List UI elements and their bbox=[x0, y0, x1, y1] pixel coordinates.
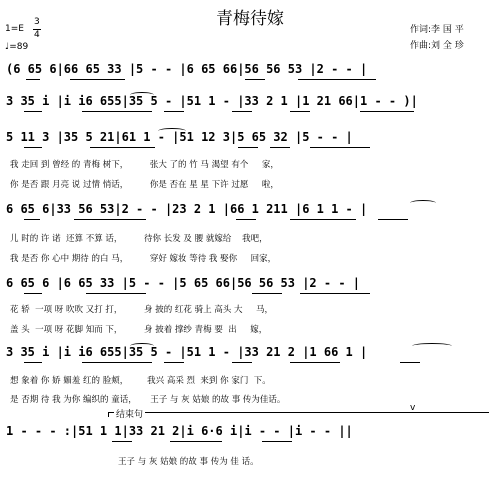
notation-line: (6 65 6|66 65 33 |5 - - |6 65 66|56 56 53 |2 - - | bbox=[6, 62, 368, 76]
lyric-line-6: 盖 头 一项 呀 花脚 知而 下， 身 披着 撑纱 青梅 要 出 嫁， bbox=[10, 325, 268, 335]
notation-line: 3 35 i |i i6 655|35 5 - |51 1 - |33 21 2 |1 66 1 | bbox=[6, 345, 368, 359]
notation-line: 6 65 6|33 56 53|2 - - |23 2 1 |66 1 211 |6 1 1 - | bbox=[6, 202, 368, 216]
score-row-7 bbox=[0, 424, 500, 444]
composer-credit: 作曲:刘 全 珍 bbox=[410, 41, 464, 51]
tie-mark bbox=[158, 128, 186, 134]
coda-bracket bbox=[108, 412, 489, 417]
song-title: 青梅待嫁 bbox=[216, 9, 284, 29]
tie-mark bbox=[410, 200, 436, 206]
lyric-line-5: 花 轿 一项 呀 吹吹 又打 打， 身 披的 红花 骑上 高头 大 马， bbox=[10, 305, 274, 315]
score-row-3 bbox=[0, 130, 500, 150]
lyric-line-2: 你 是否 跟 月亮 说 过情 悄话， 你是 否在 星 星 下许 过愿 啦， bbox=[10, 180, 279, 190]
tie-mark bbox=[130, 92, 154, 98]
score-row-6 bbox=[0, 345, 500, 365]
score-row-2 bbox=[0, 94, 500, 114]
lyric-line-3: 儿 时的 许 诺 还算 不算 话， 待你 长发 及 腰 就嫁给 我吧， bbox=[10, 234, 268, 244]
key-signature: 1=E bbox=[5, 24, 24, 34]
tie-mark bbox=[412, 343, 452, 349]
lyric-line-1: 我 走回 到 曾经 的 青梅 树下， 张大 了的 竹 马 渴望 有个 家， bbox=[10, 160, 279, 170]
lyric-line-8: 是 否期 待 我 为你 编织的 童话， 王子 与 灰 姑娘 的故 事 传为佳话。 bbox=[10, 395, 286, 405]
time-signature-bottom: 4 bbox=[34, 30, 40, 40]
notation-line: 6 65 6 |6 65 33 |5 - - |5 65 66|56 56 53 |2 - - | bbox=[6, 276, 361, 290]
lyric-line-9: 王子 与 灰 姑娘 的故 事 传为 佳 话。 bbox=[118, 457, 259, 467]
notation-line: 1 - - - :|51 1 1|33 21 2|i 6·6 i|i - - |i - - || bbox=[6, 424, 353, 438]
time-signature-top: 3 bbox=[34, 17, 40, 27]
accent-mark: v bbox=[410, 403, 416, 413]
tie-mark bbox=[130, 343, 154, 349]
tempo-marking: ♩=89 bbox=[5, 42, 29, 52]
notation-line: 3 35 i |i i6 655|35 5 - |51 1 - |33 2 1 |1 21 66|1 - - )| bbox=[6, 94, 418, 108]
lyricist-credit: 作词:李 国 平 bbox=[410, 25, 464, 35]
lyric-line-7: 想 象着 你 娇 媚羞 红的 脸颊， 我兴 高采 烈 来到 你 家门 下。 bbox=[10, 376, 271, 386]
score-row-4 bbox=[0, 202, 500, 222]
lyric-line-4: 我 是否 你 心中 期待 的白 马， 穿好 嫁妆 等待 我 娶你 回家， bbox=[10, 254, 277, 264]
coda-label: 结束句 bbox=[114, 407, 145, 420]
notation-line: 5 11 3 |35 5 21|61 1 - |51 12 3|5 65 32 |5 - - | bbox=[6, 130, 353, 144]
score-row-1 bbox=[0, 62, 500, 82]
score-row-5 bbox=[0, 276, 500, 296]
